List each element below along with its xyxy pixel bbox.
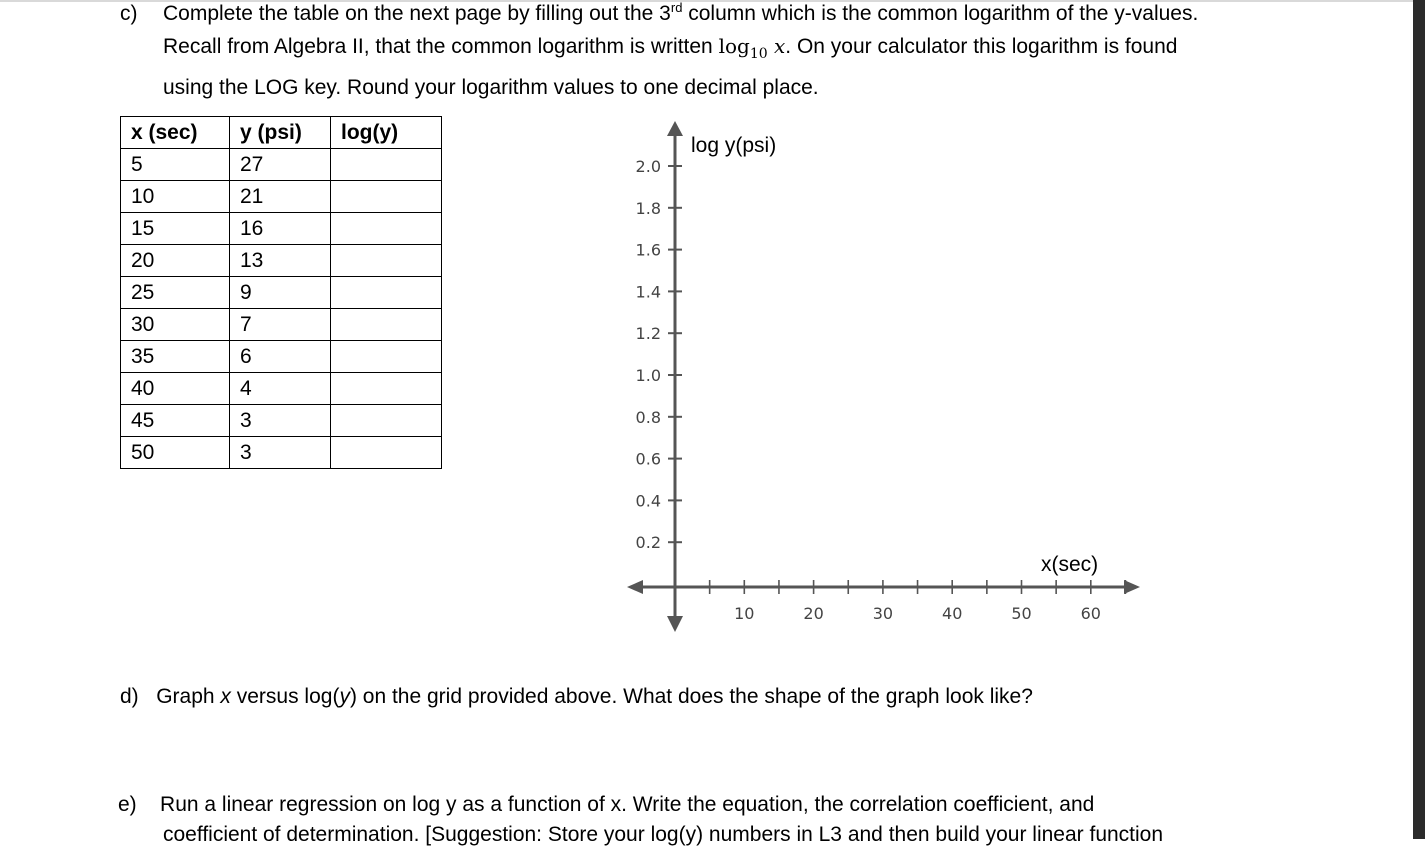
y-tick-label: 1.2 [635, 324, 661, 344]
cell-y: 21 [230, 181, 331, 213]
window-edge-scrollbar [1413, 0, 1425, 839]
cell-y: 3 [230, 405, 331, 437]
y-tick-label: 2.0 [635, 157, 661, 176]
part-c-line-2: Recall from Algebra II, that the common logarithm is written $\log_{10} x$. On your calculator this logarithm is found [163, 34, 1178, 62]
log-base-10-expression: $\log_{10} x$ [718, 34, 786, 62]
x-axis-label: x(sec) [1041, 553, 1099, 576]
cell-x: 45 [121, 405, 230, 437]
part-e-line-2: coefficient of determination. [Suggestion: Store your log(y) numbers in L3 and then build your linear function [163, 823, 1164, 846]
part-d-letter: d) [120, 685, 139, 708]
y-axis-arrow-down [667, 616, 683, 632]
y-tick-label: 0.8 [635, 407, 661, 427]
part-c-line-3: using the LOG key. Round your logarithm values to one decimal place. [163, 76, 819, 99]
y-tick-label: 0.4 [635, 491, 661, 511]
x-tick-label: 20 [803, 604, 824, 623]
y-tick-label: 0.6 [635, 449, 661, 469]
x-tick-label: 40 [942, 604, 963, 623]
x-tick-label: 60 [1080, 604, 1101, 623]
cell-x: 35 [121, 341, 230, 373]
header-x-sec: x (sec) [121, 117, 230, 149]
cell-x: 20 [121, 245, 230, 277]
y-tick-label: 1.8 [635, 198, 661, 218]
cell-x: 10 [121, 181, 230, 213]
cell-y: 13 [230, 245, 331, 277]
y-tick-label: 0.2 [635, 533, 661, 553]
header-y-psi: y (psi) [230, 117, 331, 149]
cell-y: 4 [230, 373, 331, 405]
cell-x: 25 [121, 277, 230, 309]
x-tick-label: 10 [734, 604, 755, 623]
cell-y: 16 [230, 213, 331, 245]
cell-y: 6 [230, 341, 331, 373]
y-tick-label: 1.6 [635, 240, 661, 260]
cell-x: 15 [121, 213, 230, 245]
x-tick-label: 50 [1011, 604, 1032, 623]
part-e-question [118, 790, 1163, 850]
cell-x: 30 [121, 309, 230, 341]
y-axis-label: log y(psi) [691, 134, 777, 157]
cell-y: 9 [230, 277, 331, 309]
cell-y: 7 [230, 309, 331, 341]
part-d-question: d) Graph x versus log(y) on the grid provided above. What does the shape of the graph look like? [120, 685, 1033, 708]
y-tick-label: 1.4 [635, 282, 661, 302]
part-c-line-1: Complete the table on the next page by filling out the 3rd column which is the common logarithm of the y-values. [163, 0, 1199, 25]
cell-y: 27 [230, 149, 331, 181]
part-c-letter: c) [120, 2, 138, 25]
y-tick-label: 1.0 [635, 366, 661, 385]
part-e-line-1: Run a linear regression on log y as a function of x. Write the equation, the correlation coefficient, and [160, 793, 1095, 816]
cell-y: 3 [230, 437, 331, 469]
cell-x: 5 [121, 149, 230, 181]
cell-x: 50 [121, 437, 230, 469]
header-log-y: log(y) [331, 117, 442, 149]
part-e-letter: e) [118, 793, 137, 816]
x-tick-label: 30 [872, 604, 894, 623]
cell-x: 40 [121, 373, 230, 405]
